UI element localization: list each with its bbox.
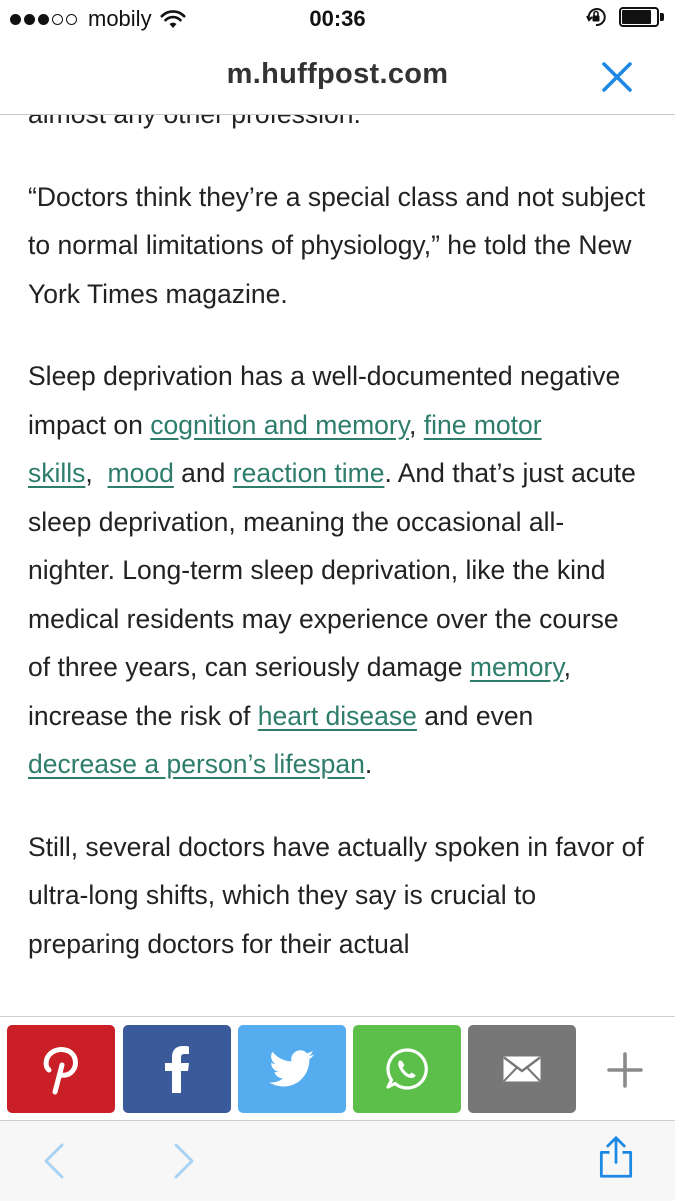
link-heart-disease[interactable]: heart disease [257, 700, 417, 731]
battery-icon [619, 7, 665, 27]
browser-header [0, 40, 675, 115]
wifi-icon [160, 8, 186, 30]
email-share-button[interactable] [468, 1025, 576, 1113]
article-paragraph [28, 352, 647, 789]
link-memory[interactable]: memory [469, 652, 564, 682]
rotation-lock-icon [585, 6, 607, 28]
facebook-share-button[interactable] [123, 1025, 231, 1113]
url-label[interactable]: m.huffpost.com [226, 58, 449, 90]
paragraph-text: and even [416, 700, 534, 731]
chevron-left-icon[interactable] [34, 1139, 78, 1183]
paragraph-text: , increase the risk of [28, 652, 572, 731]
status-left [10, 6, 186, 32]
paragraph-text: . [364, 749, 373, 779]
facebook-icon [163, 1045, 191, 1093]
more-share-button[interactable] [590, 1035, 660, 1105]
browser-toolbar [0, 1120, 675, 1201]
signal-dot [66, 14, 77, 25]
pinterest-share-button[interactable] [7, 1025, 115, 1113]
link-decrease-lifespan[interactable]: decrease a person’s lifespan [28, 749, 365, 779]
signal-dot [24, 14, 35, 25]
twitter-icon [269, 1050, 315, 1088]
signal-strength-icon [10, 14, 80, 25]
paragraph-text: Sleep deprivation has a well-documented negative impact on [28, 361, 621, 440]
article-paragraph: Still, several doctors have actually spoken in favor of ultra-long shifts, which they say is crucial to preparing doctors for their actual [28, 831, 644, 959]
paragraph-text: , [409, 409, 424, 440]
link-fine-motor-skills[interactable]: fine motor skills [28, 409, 542, 488]
paragraph-text: and [173, 458, 233, 488]
status-right [585, 6, 665, 28]
share-bar [0, 1016, 675, 1121]
paragraph-text: . And that’s just acute sleep deprivation, meaning the occasional all-nighter. Long-term sleep deprivation, like the kind medical residents may experience over the course of three years, can seriously damage [28, 458, 636, 682]
article-content [0, 90, 675, 1022]
whatsapp-icon [383, 1045, 431, 1093]
pinterest-icon [39, 1043, 83, 1095]
email-icon [502, 1055, 542, 1083]
share-icon[interactable] [594, 1135, 638, 1179]
link-reaction-time[interactable]: reaction time [232, 458, 385, 488]
chevron-right-icon[interactable] [160, 1139, 204, 1183]
twitter-share-button[interactable] [238, 1025, 346, 1113]
close-icon[interactable] [597, 57, 637, 97]
status-time: 00:36 [309, 6, 366, 31]
article-paragraph: “Doctors think they’re a special class and not subject to normal limitations of physiology,” he told the New York Times magazine. [28, 181, 646, 309]
link-cognition-and-memory[interactable]: cognition and memory [150, 409, 410, 440]
signal-dot [38, 14, 49, 25]
whatsapp-share-button[interactable] [353, 1025, 461, 1113]
paragraph-text: , [85, 458, 108, 488]
signal-dot [52, 14, 63, 25]
carrier-name: mobily [88, 6, 152, 31]
link-mood[interactable]: mood [107, 458, 174, 488]
status-bar [0, 0, 675, 40]
signal-dot [10, 14, 21, 25]
plus-icon [606, 1051, 644, 1089]
